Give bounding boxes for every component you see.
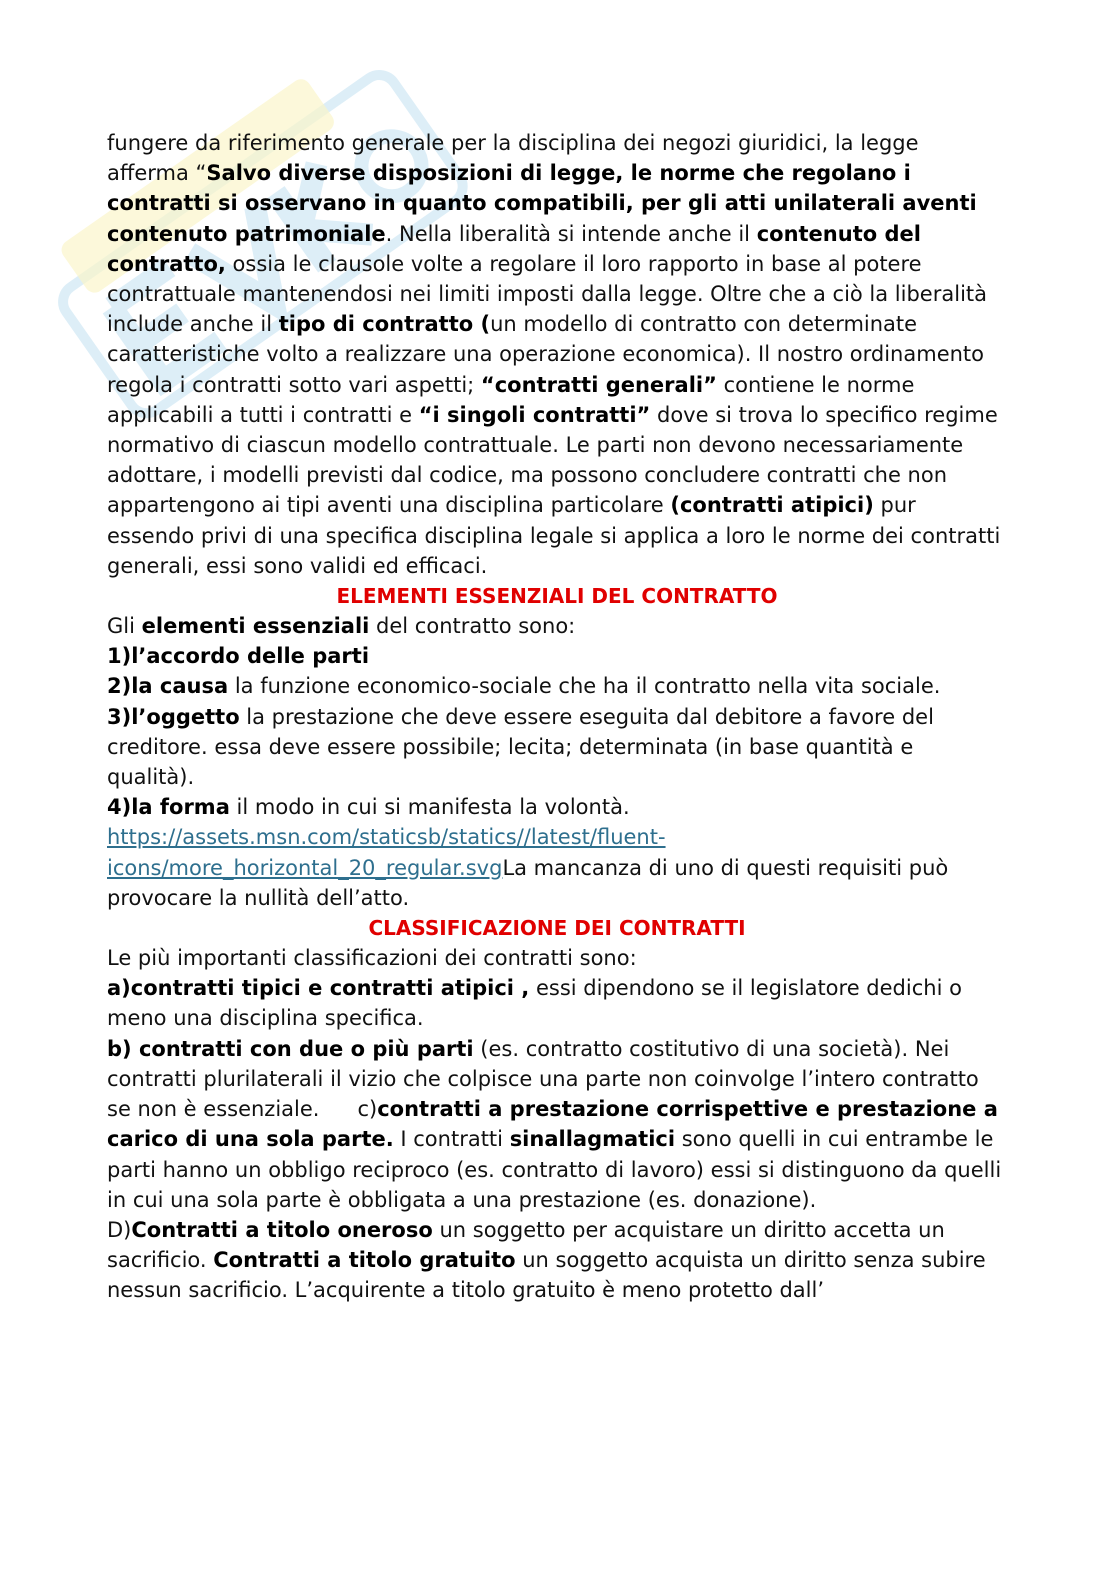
bold-text: 2)la causa [107, 674, 229, 699]
list-item [107, 1215, 1007, 1306]
text: il modo in cui si manifesta la volontà. [229, 795, 630, 820]
link-paragraph [107, 822, 1007, 913]
text: I contratti [393, 1127, 510, 1152]
bold-text: sinallagmatici [509, 1127, 676, 1152]
bold-text: 4)la forma [107, 795, 230, 820]
text: essi dipendono se il legislatore dedichi o meno una disciplina specifica. [107, 976, 962, 1031]
list-item [107, 671, 1007, 701]
text: ossia le clausole volte a regolare il loro rapporto in base al potere contrattuale mantenendosi nei limiti imposti dalla legge. Oltre che a ciò la liberalità include anche il [107, 251, 988, 337]
msn-asset-link[interactable]: https://assets.msn.com/staticsb/statics//latest/fluent-icons/more_horizontal_20_regular.svg [107, 825, 666, 880]
bold-text: 3)l’oggetto [107, 704, 240, 729]
text: Gli [107, 614, 142, 639]
section-heading-classificazione: CLASSIFICAZIONE DEI CONTRATTI [368, 916, 746, 941]
section2-intro: Le più importanti classificazioni dei contratti sono: [107, 946, 637, 971]
text: (es. contratto costitutivo di una società). Nei contratti plurilaterali il vizio che colpisce una parte non coinvolge l’intero contratto se non è essenziale. [107, 1036, 979, 1122]
bold-text: elementi essenziali [141, 614, 370, 639]
text: . Nella liberalità si intende anche il [385, 221, 757, 246]
text: sono quelli in cui entrambe le parti hanno un obbligo reciproco (es. contratto di lavoro) essi si distinguono da quelli in cui una sola parte è obbligata a una prestazione (es. donazione). [107, 1127, 1002, 1212]
bold-text: a)contratti tipici e contratti atipici , [107, 976, 530, 1001]
bold-text: Contratti a titolo oneroso [131, 1217, 433, 1242]
bold-text: 1)l’accordo delle parti [107, 644, 370, 669]
text: La mancanza di uno di questi requisiti può provocare la nullità dell’atto. [107, 855, 949, 910]
section1-intro [107, 611, 1007, 641]
text: la funzione economico-sociale che ha il contratto nella vita sociale. [228, 674, 941, 699]
list-item [107, 973, 1007, 1033]
text: dove si trova lo specifico regime normativo di ciascun modello contrattuale. Le parti non devono necessariamente adottare, i modelli previsti dal codice, ma possono concludere contratti che non appartengono ai tipi aventi una disciplina particolare [107, 402, 998, 518]
list-item [107, 702, 1007, 793]
paragraph-intro [107, 128, 1007, 581]
list-item [107, 641, 1007, 671]
text: pur essendo privi di una specifica disciplina legale si applica a loro le norme dei contratti generali, essi sono validi ed efficaci. [107, 493, 1001, 578]
bold-text: “i singoli contratti” [418, 402, 651, 427]
bold-text: Salvo diverse disposizioni di legge, le norme che regolano i contratti si osservano in quanto compatibili, per gli atti unilaterali aventi contenuto patrimoniale [107, 161, 977, 246]
text: c) [357, 1097, 378, 1122]
bold-text: contratti a prestazione corrispettive e prestazione a carico di una sola parte. [107, 1097, 998, 1152]
text: D) [107, 1217, 132, 1242]
bold-text: contenuto del contratto, [107, 221, 921, 276]
text: la prestazione che deve essere eseguita dal debitore a favore del creditore. essa deve essere possibile; lecita; determinata (in base quantità e qualità). [107, 704, 934, 790]
bold-text: (contratti atipici) [670, 493, 874, 518]
document-page [107, 128, 1007, 1306]
bold-text: tipo di contratto ( [278, 312, 491, 337]
bold-text: “contratti generali” [480, 372, 717, 397]
text: contiene le norme applicabili a tutti i contratti e [107, 372, 915, 427]
bold-text: Contratti a titolo gratuito [213, 1248, 516, 1273]
text: fungere da riferimento generale per la disciplina dei negozi giuridici, la legge afferma “ [107, 131, 919, 186]
text: un modello di contratto con determinate caratteristiche volto a realizzare una operazione economica). Il nostro ordinamento regola i contratti sotto vari aspetti; [107, 312, 985, 397]
text: del contratto sono: [369, 614, 576, 639]
list-item [107, 792, 1007, 822]
text: un soggetto per acquistare un diritto accetta un sacrificio. [107, 1217, 945, 1273]
list-item [107, 1034, 1007, 1215]
section-heading-elementi: ELEMENTI ESSENZIALI DEL CONTRATTO [336, 584, 778, 609]
bold-text: b) contratti con due o più parti [107, 1036, 474, 1061]
text: un soggetto acquista un diritto senza subire nessun sacrificio. L’acquirente a titolo gratuito è meno protetto dall’ [107, 1248, 986, 1303]
